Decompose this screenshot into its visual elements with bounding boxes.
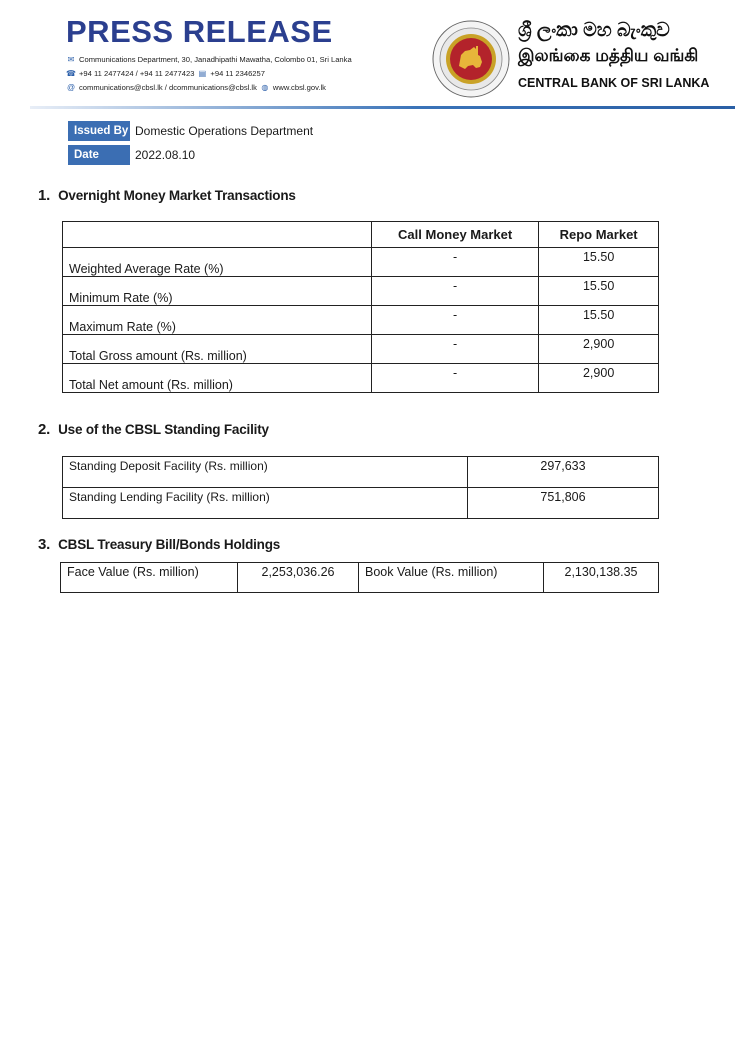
section-2-number: 2. — [38, 421, 51, 438]
phone-line — [66, 69, 265, 78]
phone-icon: ☎ — [66, 68, 76, 78]
date-value: 2022.08.10 — [135, 148, 196, 162]
call-money-cell: - — [372, 248, 539, 277]
bank-name-tamil: இலங்கை மத்திய வங்கி — [518, 46, 699, 65]
section-1-number: 1. — [38, 187, 51, 204]
repo-cell: 15.50 — [539, 306, 659, 335]
table-row — [63, 457, 659, 488]
at-icon: @ — [66, 82, 76, 92]
row-label: Weighted Average Rate (%) — [63, 248, 372, 277]
call-money-header: Call Money Market — [372, 222, 539, 248]
call-money-cell: - — [372, 306, 539, 335]
repo-cell: 15.50 — [539, 277, 659, 306]
table-row — [61, 563, 659, 593]
date-label: Date — [68, 145, 130, 165]
table-row — [63, 335, 659, 364]
call-money-cell: - — [372, 277, 539, 306]
section-3-number: 3. — [38, 536, 51, 553]
table-row — [63, 364, 659, 393]
issued-by-value: Domestic Operations Department — [135, 124, 314, 138]
fax-text: +94 11 2346257 — [210, 69, 265, 78]
row-label: Total Gross amount (Rs. million) — [63, 335, 372, 364]
globe-icon: ◍ — [261, 82, 269, 92]
table-row — [63, 488, 659, 519]
call-money-cell: - — [372, 364, 539, 393]
row-value: 751,806 — [468, 488, 659, 519]
row-label: Minimum Rate (%) — [63, 277, 372, 306]
bank-name-english: CENTRAL BANK OF SRI LANKA — [518, 76, 710, 90]
table-row — [63, 277, 659, 306]
email-text[interactable]: communications@cbsl.lk / dcommunications@cbsl.lk — [79, 83, 257, 92]
face-value-label: Face Value (Rs. million) — [61, 563, 238, 593]
fax-icon: ▤ — [198, 68, 207, 78]
email-line — [66, 83, 326, 92]
section-1-title: Overnight Money Market Transactions — [58, 188, 296, 203]
issued-by-label: Issued By — [68, 121, 130, 141]
website-link[interactable]: www.cbsl.gov.lk — [272, 83, 326, 92]
repo-cell: 2,900 — [539, 335, 659, 364]
row-value: 297,633 — [468, 457, 659, 488]
header-divider — [30, 106, 735, 109]
section-1-heading — [38, 187, 296, 204]
repo-cell: 2,900 — [539, 364, 659, 393]
row-label: Total Net amount (Rs. million) — [63, 364, 372, 393]
press-release-title: PRESS RELEASE — [66, 14, 333, 49]
row-label: Standing Deposit Facility (Rs. million) — [63, 457, 468, 488]
table-header-row — [63, 222, 659, 248]
section-3-title: CBSL Treasury Bill/Bonds Holdings — [58, 537, 281, 552]
repo-header: Repo Market — [539, 222, 659, 248]
money-market-table — [62, 221, 659, 393]
row-label: Standing Lending Facility (Rs. million) — [63, 488, 468, 519]
cbsl-seal-logo — [432, 20, 510, 98]
standing-facility-table — [62, 456, 659, 519]
table-row — [63, 248, 659, 277]
section-3-heading — [38, 536, 280, 553]
repo-cell: 15.50 — [539, 248, 659, 277]
book-value: 2,130,138.35 — [544, 563, 659, 593]
phone-text: +94 11 2477424 / +94 11 2477423 — [79, 69, 195, 78]
call-money-cell: - — [372, 335, 539, 364]
blank-header-cell — [63, 222, 372, 248]
envelope-icon: ✉ — [67, 54, 75, 64]
bank-name-sinhala: ශ්‍රී ලංකා මහ බැංකුව — [518, 20, 670, 41]
book-value-label: Book Value (Rs. million) — [359, 563, 544, 593]
section-2-heading — [38, 421, 269, 438]
face-value: 2,253,036.26 — [238, 563, 359, 593]
holdings-table — [60, 562, 659, 593]
row-label: Maximum Rate (%) — [63, 306, 372, 335]
section-2-title: Use of the CBSL Standing Facility — [58, 422, 269, 437]
address-line — [66, 55, 352, 64]
table-row — [63, 306, 659, 335]
address-text: Communications Department, 30, Janadhipathi Mawatha, Colombo 01, Sri Lanka — [79, 55, 352, 64]
